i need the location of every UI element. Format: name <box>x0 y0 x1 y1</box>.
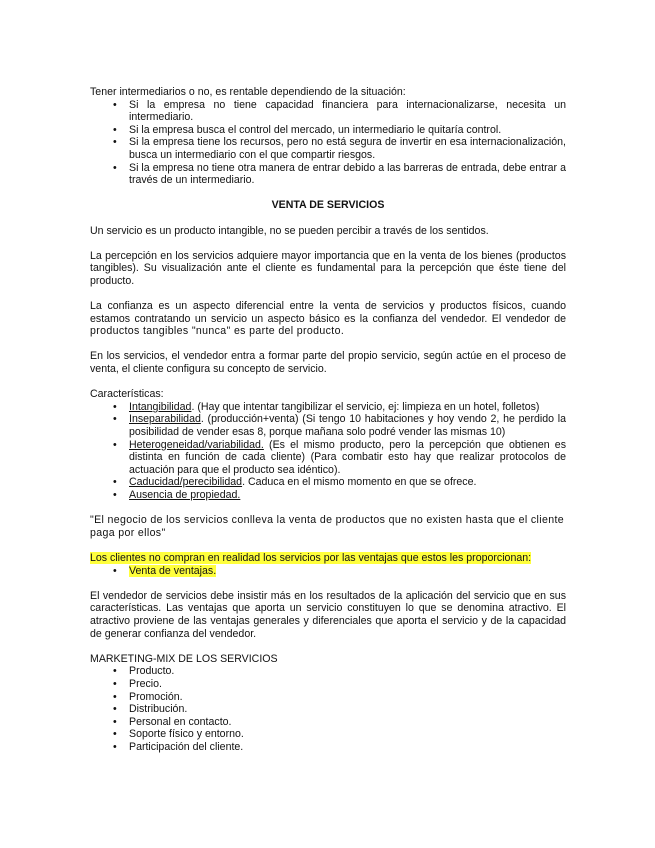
term: Ausencia de propiedad. <box>129 489 241 501</box>
term-description: (Es el mismo producto, pero la percepción que obtienen es distinta en función de cada cliente) (Para combatir esto hay que realizar protocolos de actuación para que el producto sea idéntico). <box>129 438 566 476</box>
term-description: . Caduca en el mismo momento en que se ofrece. <box>242 476 477 489</box>
list-item <box>90 439 566 477</box>
list-item: • Participación del cliente. <box>90 741 566 754</box>
marketing-mix-label: MARKETING-MIX DE LOS SERVICIOS <box>90 652 278 665</box>
marketing-mix-list <box>90 665 566 753</box>
paragraph-definition: Un servicio es un producto intangible, no se pueden percibir a través de los sentidos. <box>90 224 489 237</box>
list-item: • Soporte físico y entorno. <box>90 728 566 741</box>
list-item <box>90 565 566 578</box>
list-item: • Si la empresa no tiene otra manera de entrar debido a las barreras de entrada, debe entrar a través de un intermediario. <box>90 162 566 187</box>
highlight-list <box>90 565 566 578</box>
intro-text: Tener intermediarios o no, es rentable dependiendo de la situación: <box>90 86 406 98</box>
characteristics-list <box>90 401 566 502</box>
paragraph-advantages: El vendedor de servicios debe insistir más en los resultados de la aplicación del servicio que en sus características. Las ventajas que aporta un servicio constituyen lo que se denomina atractivo. El atractivo proviene de las ventajas generales y diferenciales que aporta el servicio y de la capacidad de generar confianza del vendedor. <box>90 589 566 640</box>
highlighted-text: Los clientes no compran en realidad los servicios por las ventajas que estos les proporcionan: <box>90 551 532 564</box>
paragraph-trust-tail: productos tangibles "nunca" es parte del producto. <box>90 325 345 338</box>
document-page <box>90 86 566 753</box>
intro-bullet-list <box>90 99 566 187</box>
highlight-line <box>90 552 566 565</box>
quote-text: "El negocio de los servicios conlleva la venta de productos que no existen hasta que el cliente paga por ellos" <box>90 514 564 539</box>
list-item <box>90 413 566 438</box>
paragraph-trust <box>90 300 566 338</box>
characteristics-label: Características: <box>90 388 164 401</box>
list-item: • Personal en contacto. <box>90 716 566 729</box>
list-item <box>90 401 566 414</box>
term: Heterogeneidad/variabilidad. <box>129 438 264 451</box>
paragraph-seller: En los servicios, el vendedor entra a formar parte del propio servicio, según actúe en el proceso de venta, el cliente configura su concepto de servicio. <box>90 350 566 376</box>
highlighted-bullet-text: Venta de ventajas. <box>129 564 217 577</box>
list-item: • Si la empresa tiene los recursos, pero no está segura de invertir en esa internacionalización, busca un intermediario con el que compartir riesgos. <box>90 136 566 161</box>
list-item: • Precio. <box>90 678 566 691</box>
paragraph-trust-text: La confianza es un aspecto diferencial entre la venta de servicios y productos físicos, cuando estamos contratando un servicio un aspecto básico es la confianza del vendedor. El vendedor de <box>90 300 566 325</box>
list-item: • Promoción. <box>90 691 566 704</box>
list-item: • Distribución. <box>90 703 566 716</box>
paragraph-perception: La percepción en los servicios adquiere mayor importancia que en la venta de los bienes (productos tangibles). Su visualización ante el cliente es fundamental para la percepción que éste tiene del producto. <box>90 249 566 287</box>
term: Inseparabilidad <box>129 413 201 426</box>
list-item: • Si la empresa no tiene capacidad financiera para internacionalizarse, necesita un intermediario. <box>90 99 566 124</box>
list-item <box>90 476 566 489</box>
list-item: • Producto. <box>90 665 566 678</box>
section-heading: VENTA DE SERVICIOS <box>271 199 385 212</box>
term-description: . (Hay que intentar tangibilizar el servicio, ej: limpieza en un hotel, folletos) <box>191 400 540 413</box>
term: Caducidad/perecibilidad <box>129 476 243 489</box>
term: Intangibilidad <box>129 400 192 413</box>
list-item: • Si la empresa busca el control del mercado, un intermediario le quitaría control. <box>90 124 566 137</box>
term-description: . (producción+venta) (Si tengo 10 habitaciones y hoy vendo 2, he perdido la posibilidad de vender esas 8, porque mañana solo podré vender las mismas 10) <box>129 413 566 439</box>
list-item <box>90 489 566 502</box>
